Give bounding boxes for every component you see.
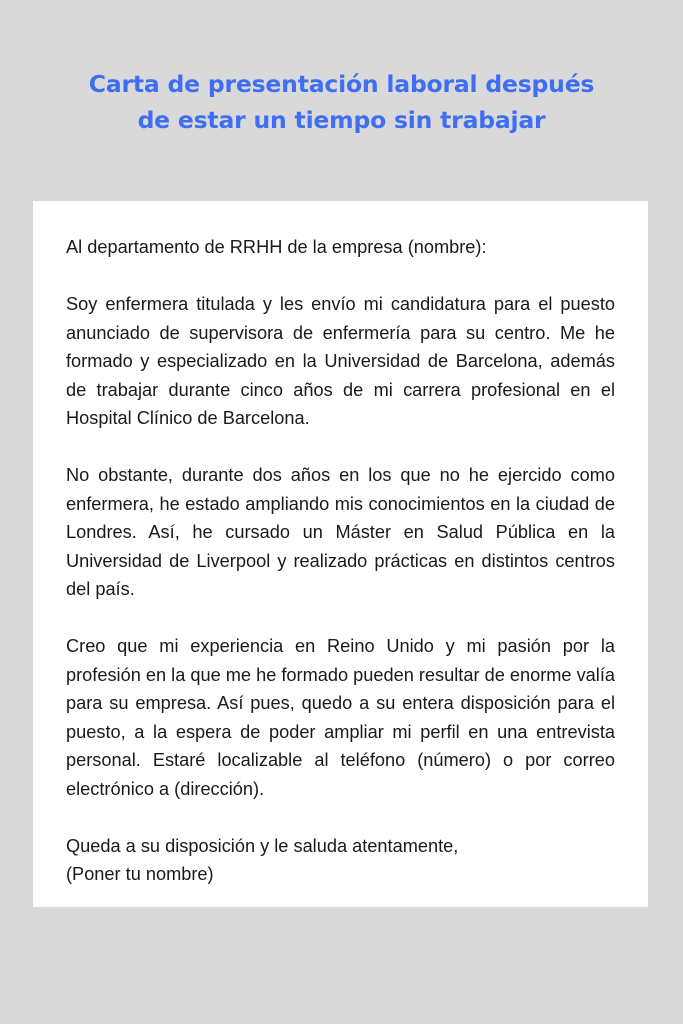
letter-signature: (Poner tu nombre) <box>66 864 214 884</box>
title-line-2: de estar un tiempo sin trabajar <box>137 106 546 134</box>
title-line-1: Carta de presentación laboral después <box>88 70 595 98</box>
letter-closing: Queda a su disposición y le saluda atentamente, <box>66 835 459 856</box>
letter-paragraph-2: No obstante, durante dos años en los que no he ejercido como enfermera, he estado ampliando mis conocimientos en la ciudad de Londres. Así, he cursado un Máster en Salud Pública en la Universidad de Liverpool y realizado prácticas en distintos centros del país. <box>66 465 615 599</box>
letter-paragraph-3: Creo que mi experiencia en Reino Unido y mi pasión por la profesión en la que me he formado pueden resultar de enorme valía para su empresa. Así pues, quedo a su entera disposición para el puesto, a la espera de poder ampliar mi perfil en una entrevista personal. Estaré localizable al teléfono (número) o por correo electrónico a (dirección). <box>66 636 615 799</box>
letter-body <box>66 233 615 889</box>
letter-card <box>33 201 648 907</box>
letter-closing-block <box>66 832 615 889</box>
page-title <box>0 66 683 138</box>
letter-salutation: Al departamento de RRHH de la empresa (nombre): <box>66 237 487 257</box>
letter-paragraph-1: Soy enfermera titulada y les envío mi candidatura para el puesto anunciado de supervisora de enfermería para su centro. Me he formado y especializado en la Universidad de Barcelona, además de trabajar durante cinco años de mi carrera profesional en el Hospital Clínico de Barcelona. <box>66 294 615 428</box>
